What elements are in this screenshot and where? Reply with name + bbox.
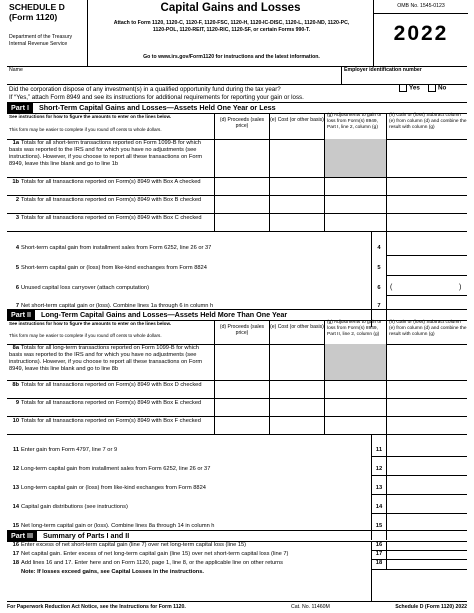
line-3-text: 3 Totals for all transactions reported on Form(s) 8949 with Box C checked xyxy=(15,215,202,221)
form-title-block xyxy=(88,0,373,66)
line-9-col-g[interactable] xyxy=(324,398,386,416)
line-1a-col-h[interactable] xyxy=(386,139,467,177)
line-10-text: 10 Totals for all transactions reported on Form(s) 8949 with Box F checked xyxy=(12,418,201,424)
line-9-col-d[interactable] xyxy=(214,398,269,416)
part3-col-h[interactable] xyxy=(386,541,467,569)
line-8a-col-e[interactable] xyxy=(269,344,324,380)
line-5-text: 5 Short-term capital gain or (loss) from like-kind exchanges from Form 8824 xyxy=(15,265,207,271)
form-footer xyxy=(7,601,467,610)
line-8a-col-g xyxy=(324,344,386,380)
yes-option[interactable]: Yes xyxy=(399,84,420,92)
line-1b-text: 1b Totals for all transactions reported on Form(s) 8949 with Box A checked xyxy=(12,179,201,185)
part2-title: Long-Term Capital Gains and Losses—Assets Held More Than One Year xyxy=(40,310,288,319)
omb-number: OMB No. 1545-0123 xyxy=(374,3,468,14)
name-field[interactable]: Name xyxy=(9,67,23,73)
no-checkbox[interactable] xyxy=(428,84,436,92)
part2-column-headers: See instructions for how to figure the amounts to enter on the lines below. This form may be easier to complete if you round off cents to whole dollars. (d) Proceeds (sales price) (e) Cost (or other basis) (g) Adjustments to gain or loss from Form(s) 8949, Part II, line 2, column (g) (h) Gain or (loss) Subtract column (e) from column (d) and combine the result with column (g) xyxy=(7,320,467,344)
form-id-block xyxy=(7,0,88,66)
part1-label: Part I xyxy=(7,103,33,113)
line-10-col-h[interactable] xyxy=(386,416,467,434)
schedule-label: SCHEDULE D xyxy=(9,2,65,12)
ein-field[interactable]: Employer identification number xyxy=(341,66,422,84)
line-3-col-h[interactable] xyxy=(386,213,467,231)
line-7-text: 7 Net short-term capital gain or (loss). Combine lines 1a through 6 in column h xyxy=(15,303,214,309)
goto-instructions: Go to www.irs.gov/Form1120 for instructions and the latest information. xyxy=(143,54,320,60)
line-1a-col-g xyxy=(324,139,386,177)
part3-title: Summary of Parts I and II xyxy=(42,531,130,540)
part1-title: Short-Term Capital Gains and Losses—Assets Held One Year or Less xyxy=(38,103,276,112)
line-2-col-g[interactable] xyxy=(324,195,386,213)
name-row xyxy=(7,66,467,85)
line-1b-col-e[interactable] xyxy=(269,177,324,195)
line-4-number: 4 xyxy=(377,245,381,251)
line-4-text: 4 Short-term capital gain from installment sales from Form 6252, line 26 or 37 xyxy=(15,245,212,251)
line-2-col-h[interactable] xyxy=(386,195,467,213)
line-14-text: 14 Capital gain distributions (see instructions) xyxy=(12,504,128,510)
line-8a-col-h[interactable] xyxy=(386,344,467,380)
yes-checkbox[interactable] xyxy=(399,84,407,92)
line-8b-col-g[interactable] xyxy=(324,380,386,398)
line-2-col-e[interactable] xyxy=(269,195,324,213)
line-8a-text: 8a Totals for all long-term transactions reported on Form 1099-B for which basis was reported to the IRS and for which you have no adjustments (see instructions). However, if you choose to report all these transactions on Form 8949, leave this line blank and go to line 8b xyxy=(9,345,203,372)
footer-form-id: Schedule D (Form 1120) 2022 xyxy=(395,604,467,610)
line-5-number: 5 xyxy=(377,265,381,271)
qof-question: Did the corporation dispose of any investment(s) in a qualified opportunity fund during the tax year? xyxy=(9,86,281,93)
line-8a-col-d[interactable] xyxy=(214,344,269,380)
line-3-col-e[interactable] xyxy=(269,213,324,231)
line-3-col-d[interactable] xyxy=(214,213,269,231)
line-6-text: 6 Unused capital loss carryover (attach computation) xyxy=(15,285,150,291)
paperwork-notice: For Paperwork Reduction Act Notice, see the Instructions for Form 1120. xyxy=(7,604,186,610)
line-8b-col-d[interactable] xyxy=(214,380,269,398)
line-9-col-e[interactable] xyxy=(269,398,324,416)
line-1a-col-e[interactable] xyxy=(269,139,324,177)
form-number: (Form 1120) xyxy=(9,12,58,22)
line-7-number: 7 xyxy=(377,303,381,309)
line-1b-col-d[interactable] xyxy=(214,177,269,195)
line-10-col-g[interactable] xyxy=(324,416,386,434)
line-2-text: 2 Totals for all transactions reported on Form(s) 8949 with Box B checked xyxy=(15,197,202,203)
line-13-text: 13 Long-term capital gain or (loss) from like-kind exchanges from Form 8824 xyxy=(12,485,206,491)
line-12-text: 12 Long-term capital gain from installment sales from Form 6252, line 26 or 37 xyxy=(12,466,211,472)
losses-note: Note: If losses exceed gains, see Capital Losses in the instructions. xyxy=(21,569,205,575)
line-6-number: 6 xyxy=(377,285,381,291)
line-8b-col-e[interactable] xyxy=(269,380,324,398)
line-15-text: 15 Net long-term capital gain or (loss). Combine lines 8a through 14 in column h xyxy=(12,523,215,529)
line-1a-text: 1a Totals for all short-term transactions reported on Form 1099-B for which basis was reported to the IRS and for which you have no adjustments (see instructions). However, if you choose to report all these transactions on Form 8949, leave this line blank and go to line 1b xyxy=(9,140,203,167)
line-17-text: 17 Net capital gain. Enter excess of net long-term capital gain (line 15) over net short-term capital loss (line 7) xyxy=(12,551,289,557)
part3-label: Part III xyxy=(7,531,37,541)
line-18-text: 18 Add lines 16 and 17. Enter here and on Form 1120, page 1, line 8, or the applicable line on other returns xyxy=(12,560,284,566)
line-3-col-g[interactable] xyxy=(324,213,386,231)
line-9-col-h[interactable] xyxy=(386,398,467,416)
department-label: Department of the Treasury xyxy=(9,34,73,40)
line-10-col-d[interactable] xyxy=(214,416,269,434)
part1-column-headers: See instructions for how to figure the amounts to enter on the lines below. This form may be easier to complete if you round off cents to whole dollars. (d) Proceeds (sales price) (e) Cost (or other basis) (g) Adjustments to gain or loss from Form(s) 8949, Part I, line 2, column (g) (h) Gain or (loss) Subtract column (e) from column (d) and combine the result with column (g) xyxy=(7,113,467,139)
line-1b-col-g[interactable] xyxy=(324,177,386,195)
catalog-number: Cat. No. 11460M xyxy=(291,604,330,610)
line-2-col-d[interactable] xyxy=(214,195,269,213)
attach-line-1: Attach to Form 1120, 1120-C, 1120-F, 1120-FSC, 1120-H, 1120-IC-DISC, 1120-L, 1120-ND, 1120-PC, xyxy=(113,20,350,26)
line-9-text: 9 Totals for all transactions reported on Form(s) 8949 with Box E checked xyxy=(15,400,202,406)
form-page: SCHEDULE D (Form 1120) Department of the Treasury Internal Revenue Service Capital Gains and Losses Attach to Form 1120, 1120-C, 1120-F, 1120-FSC, 1120-H, 1120-IC-DISC, 1120-L, 1120-ND, 1120-PC, 1120-POL, 1120-REIT, 1120-RIC, 1120-SF, or certain Forms 990-T. Go to www.irs.gov/Form1120 for instructions and the latest information. OMB No. 1545-0123 2022 Name Employer identification number Did the corporation dispose of any investment(s) in a qualified opportunity fund during the tax year? If “Yes,” attach Form 8949 and see its instructions for additional requirements for reporting your gain or loss. Yes No Part I Short-Term Capital Gains and Losses—Assets Held One Year or Less See instructions for how to figure the amounts to enter on the lines below. This form may be easier to complete if you round off cents to whole dollars. (d) Proceeds (sales price) (e) Cost (or other basis) (g) Adjustments to gain or loss from Form(s) 8949, Part I, line 2, column (g) (h) Gain or (loss) Subtract column (e) from column (d) and combine the result with column (g) 1a Totals for all short-term transactions reported on Form 1099-B for which basis was reported to the IRS and for which you have no adjustments (see instructions). However, if you choose to report all these transactions on Form 8949, leave this line blank and go to line 1b 1b Totals for all transactions reported on Form(s) 8949 with Box A checked 2 Totals for all transactions reported on Form(s) 8949 with Box B checked 3 Totals for all transactions reported on Form(s) 8949 with Box C checked 4 Short-term capital gain from installment sales from Form 6252, line 26 or 37 4 5 Short-term capital gain or (loss) from like-kind exchanges from Form 8824 5 6 Unused capital loss carryover (attach computation) 6 ( ) 7 Net short-term capital gain or (loss). Combine lines 1a through 6 in column h 7 Part II Long-Term Capital Gains and Losses—Assets Held More Than One Year See instructions for how to figure the amounts to enter on the lines below. This form may be easier to complete if you round off cents to whole dollars. (d) Proceeds (sales price) (e) Cost (or other basis) (g) Adjustments to gain or loss from Form(s) 8949, Part II, line 2, column (g) (h) Gain or (loss) Subtract column (e) from column (d) and combine the result with column (g) 8a Totals for all long-term transactions reported on Form 1099-B for which basis was reported to the IRS and for which you have no adjustments (see instructions). However, if you choose to report all these transactions on Form 8949, leave this line blank and go to line 8b 8b Totals for all transactions reported on Form(s) 8949 with Box D checked 9 Totals for all transactions reported on Form(s) 8949 with Box E checked 10 Totals for all transactions reported on Form(s) 8949 with Box F checked 11 Enter gain from Form 4797, line 7 or 9 11 12 Long-term capital gain from installment sales from Form 6252, line 26 or 37 12 13 Long-term capital gain or (loss) from like-kind exchanges from Form 8824 13 14 Capital gain distributions (see instructions) 14 15 Net long-term capital gain or (loss). Combine lines 8a through 14 in column h 15 Part III Summary of Parts I and II 16 Enter excess of net short-term capital gain (line 7) over net long-term capital loss (line 15) 16 17 Net capital gain. Enter excess of net long-term capital gain (line 15) over net short-term capital loss (line 7) 17 18 Add lines 16 and 17. Enter here and on Form 1120, page 1, line 8, or the applicable line on other returns 18 Note: If losses exceed gains, see Capital Losses in the instructions. For Paperwork Reduction Act Notice, see the Instructions for Form 1120. Cat. No. 11460M Schedule D (Form 1120) 2022 xyxy=(7,2,467,610)
qof-instruction: If “Yes,” attach Form 8949 and see its instructions for additional requirements for reporting your gain or loss. xyxy=(9,94,304,101)
line-1a-col-d[interactable] xyxy=(214,139,269,177)
line-16-text: 16 Enter excess of net short-term capital gain (line 7) over net long-term capital loss (line 15) xyxy=(12,542,247,548)
line-10-col-e[interactable] xyxy=(269,416,324,434)
part2-label: Part II xyxy=(7,310,35,320)
line-8b-col-h[interactable] xyxy=(386,380,467,398)
irs-label: Internal Revenue Service xyxy=(9,41,68,47)
no-option[interactable]: No xyxy=(428,84,446,92)
line-1b-col-h[interactable] xyxy=(386,177,467,195)
tax-year: 2022 xyxy=(393,22,449,45)
line-11-text: 11 Enter gain from Form 4797, line 7 or 9 xyxy=(12,447,118,453)
year-block xyxy=(373,0,468,66)
line-8b-text: 8b Totals for all transactions reported on Form(s) 8949 with Box D checked xyxy=(12,382,202,388)
form-header xyxy=(7,0,467,67)
attach-line-2: 1120-POL, 1120-REIT, 1120-RIC, 1120-SF, or certain Forms 990-T. xyxy=(152,27,311,33)
form-title: Capital Gains and Losses xyxy=(160,2,301,14)
part2-col-h-lines-11-15[interactable] xyxy=(386,434,467,540)
